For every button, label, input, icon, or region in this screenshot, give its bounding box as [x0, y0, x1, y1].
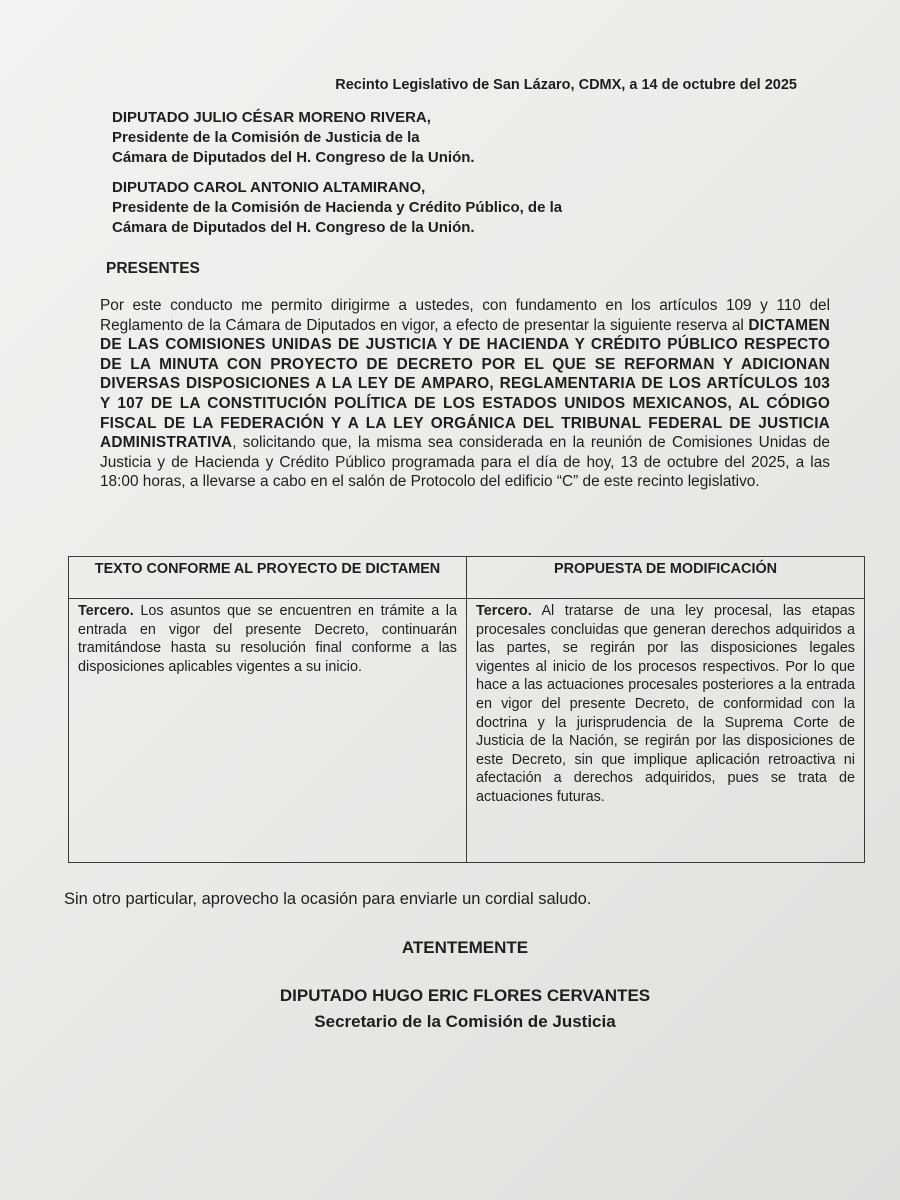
reserva-table: [68, 556, 865, 863]
body-paragraph: [100, 296, 830, 492]
header-propuesta: PROPUESTA DE MODIFICACIÓN: [467, 557, 865, 599]
table-row: [69, 599, 865, 863]
dictamen-title: DICTAMEN DE LAS COMISIONES UNIDAS DE JUSTICIA Y DE HACIENDA Y CRÉDITO PÚBLICO RESPECTO DE LA MINUTA CON PROYECTO DE DECRETO POR EL QUE SE REFORMAN Y ADICIONAN DIVERSAS DISPOSICIONES A LA LEY DE AMPARO, REGLAMENTARIA DE LOS ARTÍCULOS 103 Y 107 DE LA CONSTITUCIÓN POLÍTICA DE LOS ESTADOS UNIDOS MEXICANOS, AL CÓDIGO FISCAL DE LA FEDERACIÓN Y A LA LEY ORGÁNICA DEL TRIBUNAL FEDERAL DE JUSTICIA ADMINISTRATIVA: [100, 316, 830, 452]
addressee-title: Presidente de la Comisión de Justicia de la: [112, 129, 420, 146]
addressee-name: DIPUTADO JULIO CÉSAR MORENO RIVERA,: [112, 109, 431, 126]
addressee-title: Presidente de la Comisión de Hacienda y Crédito Público, de la: [112, 199, 563, 216]
addressee-block-1: [112, 108, 475, 168]
addressee-institution: Cámara de Diputados del H. Congreso de la Unión.: [112, 149, 475, 166]
signer-name: DIPUTADO HUGO ERIC FLORES CERVANTES: [279, 986, 651, 1005]
header-texto-conforme: TEXTO CONFORME AL PROYECTO DE DICTAMEN: [69, 557, 467, 599]
date-line: Recinto Legislativo de San Lázaro, CDMX, a 14 de octubre del 2025: [335, 77, 797, 93]
addressee-name: DIPUTADO CAROL ANTONIO ALTAMIRANO,: [112, 179, 426, 196]
addressee-block-2: [112, 178, 562, 238]
signer-role: Secretario de la Comisión de Justicia: [314, 1012, 616, 1031]
valediction: ATENTEMENTE: [401, 938, 529, 957]
cell-text: Al tratarse de una ley procesal, las etapas procesales concluidas que generan derechos adquiridos a las partes, se regirán por las disposiciones legales vigentes al inicio de los procesos respectivos. Por lo que hace a las actuaciones procesales posteriores a la entrada en vigor del presente Decreto, de conformidad con la doctrina y la jurisprudencia de la Suprema Corte de Justicia de la Nación, se regirán por las disposiciones de este Decreto, sin que implique aplicación retroactiva ni afectación a derechos adquiridos, pues se trata de actuaciones futuras.: [476, 603, 855, 805]
closing-line: Sin otro particular, aprovecho la ocasión para enviarle un cordial saludo.: [64, 890, 592, 908]
salutation: PRESENTES: [106, 260, 200, 277]
table-header-row: [69, 557, 865, 599]
body-intro: Por este conducto me permito dirigirme a ustedes, con fundamento en los artículos 109 y 110 del Reglamento de la Cámara de Diputados en vigor, a efecto de presentar la siguiente reserva al: [100, 297, 830, 334]
cell-lead: Tercero.: [78, 603, 134, 619]
body-closing: , solicitando que, la misma sea considerada en la reunión de Comisiones Unidas de Justicia y de Hacienda y Crédito Público programada para el día de hoy, 13 de octubre del 2025, a las 18:00 horas, a llevarse a cabo en el salón de Protocolo del edificio “C” de este recinto legislativo.: [100, 434, 830, 491]
cell-texto-conforme: [69, 599, 467, 863]
addressee-institution: Cámara de Diputados del H. Congreso de la Unión.: [112, 219, 475, 236]
cell-lead: Tercero.: [476, 603, 532, 619]
cell-propuesta: [467, 599, 865, 863]
cell-text: Los asuntos que se encuentren en trámite a la entrada en vigor del presente Decreto, continuarán tramitándose hasta su resolución final conforme a las disposiciones aplicables vigentes a su inicio.: [78, 603, 457, 675]
